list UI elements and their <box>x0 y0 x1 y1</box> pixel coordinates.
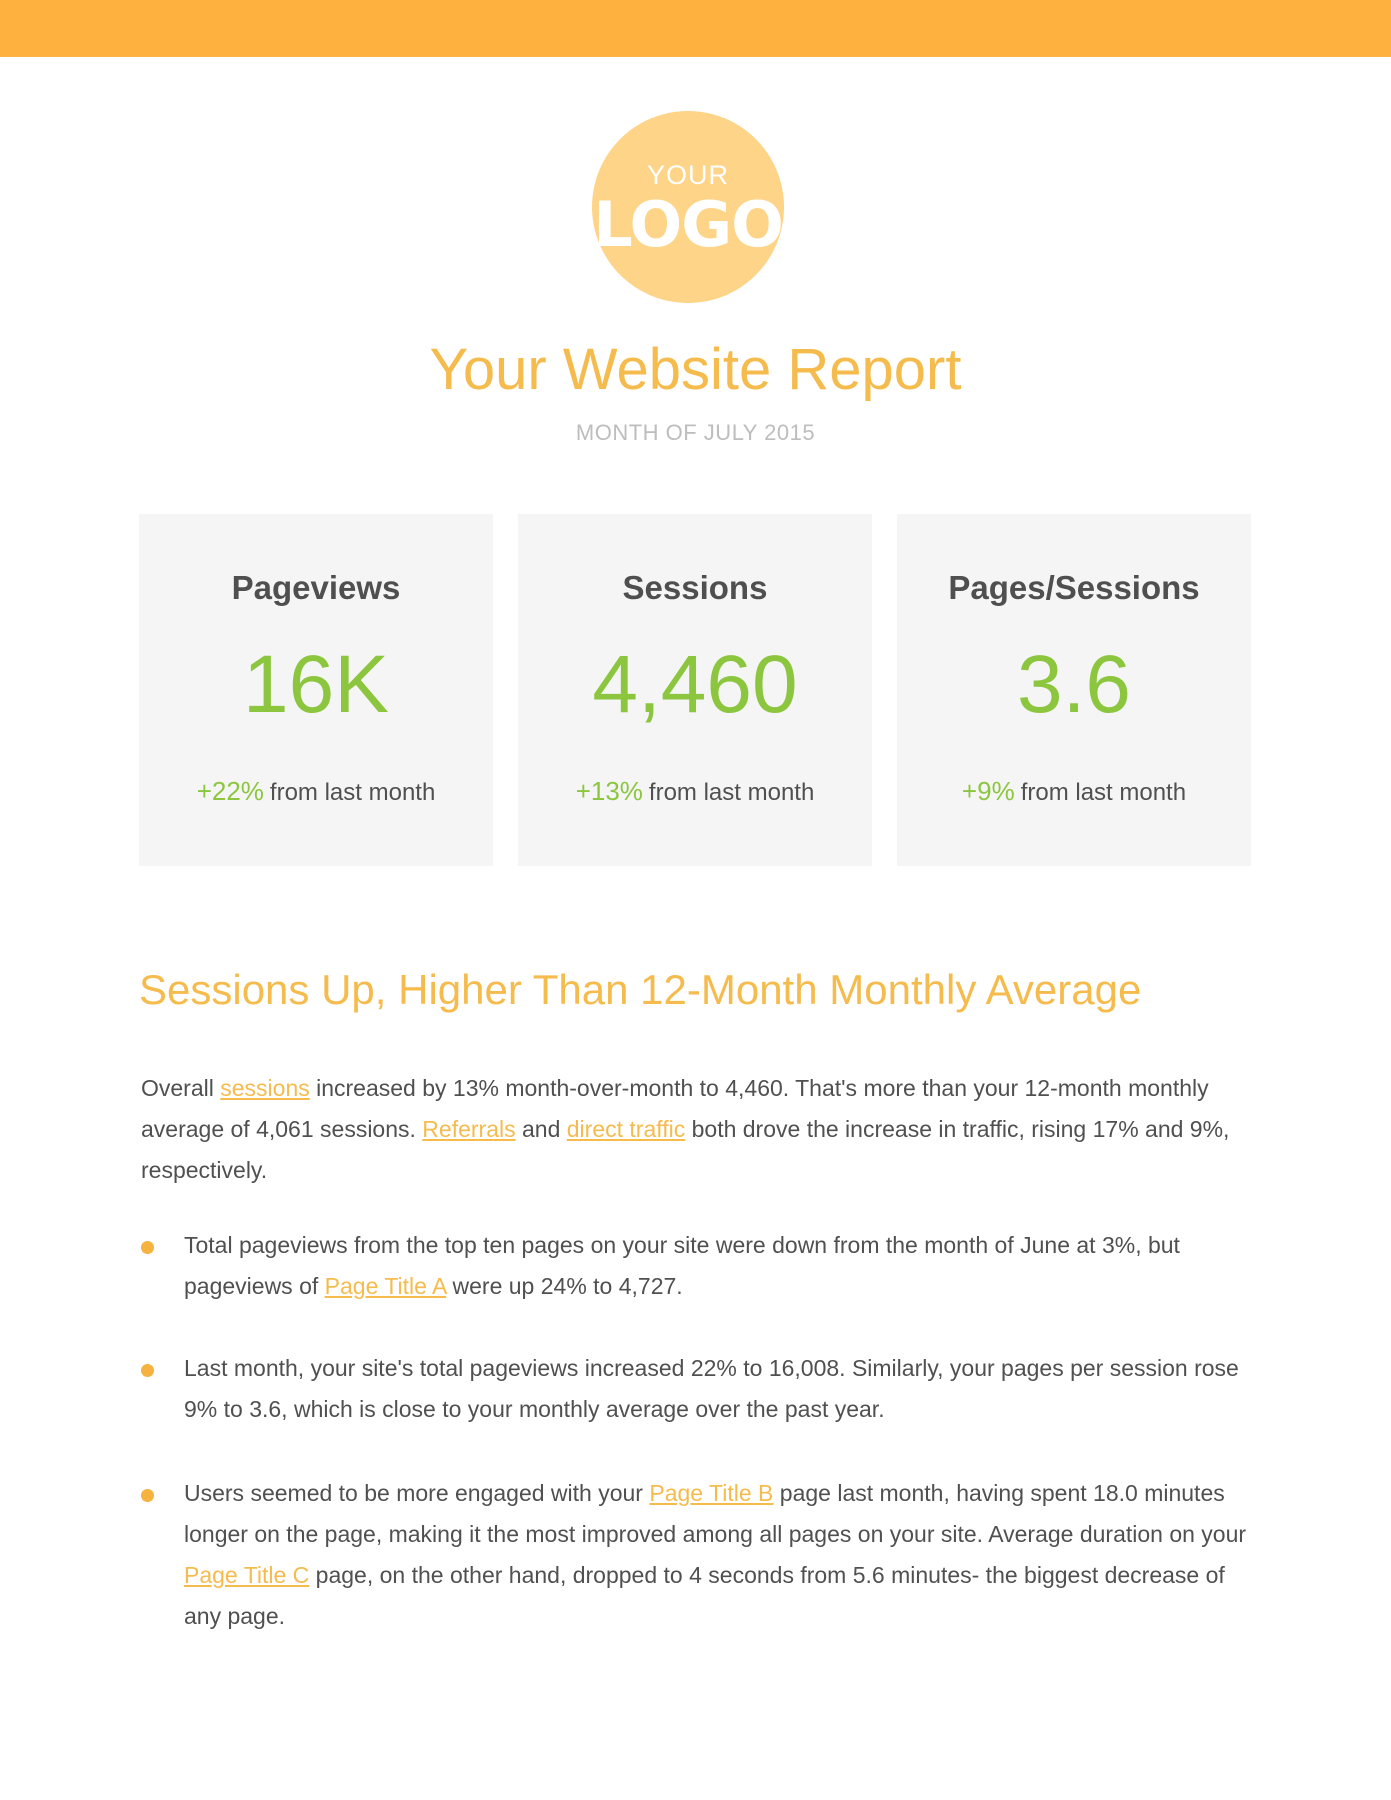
paragraph-text: both drove the increase in traffic, rising 17% and 9%, respectively. <box>141 1116 1230 1183</box>
bullet-text: Total pageviews from the top ten pages on your site were down from the month of June at 3%, but pageviews of <box>184 1232 1180 1299</box>
sessions-link[interactable]: sessions <box>220 1075 310 1101</box>
stat-change-percent: +22% <box>196 776 264 806</box>
stat-card-sessions <box>518 514 872 866</box>
stat-value: 3.6 <box>1017 639 1131 730</box>
stat-label: Sessions <box>622 569 768 606</box>
stat-label: Pageviews <box>231 569 401 606</box>
paragraph-text: increased by 13% month-over-month to 4,460. That's more than your 12-month monthly average of 4,061 sessions. <box>141 1075 1209 1142</box>
page-title-c-link[interactable]: Page Title C <box>184 1562 310 1588</box>
report-title: Your Website Report <box>429 337 962 402</box>
bullet-text: page last month, having spent 18.0 minutes longer on the page, making it the most improved among all pages on your site. Average duration on your <box>184 1480 1247 1547</box>
page-title-a-link[interactable]: Page Title A <box>324 1273 447 1299</box>
paragraph-text: Overall <box>141 1075 221 1101</box>
paragraph-text: and <box>515 1116 567 1142</box>
stat-card-pageviews <box>139 514 493 866</box>
bullet-dot-icon <box>141 1364 154 1377</box>
stat-change-text: from last month <box>269 779 436 806</box>
direct-traffic-link[interactable]: direct traffic <box>566 1116 686 1142</box>
logo-line-your: YOUR <box>646 160 729 190</box>
referrals-link[interactable]: Referrals <box>422 1116 516 1142</box>
insight-bullets <box>141 1225 1251 1678</box>
report-subtitle: MONTH OF JULY 2015 <box>575 420 816 445</box>
page-title-b-link[interactable]: Page Title B <box>649 1480 774 1506</box>
bullet-text: page, on the other hand, dropped to 4 seconds from 5.6 minutes- the biggest decrease of any page. <box>184 1562 1225 1629</box>
bullet-dot-icon <box>141 1489 154 1502</box>
stats-row <box>139 514 1251 866</box>
company-logo <box>592 111 784 303</box>
stat-card-pages-per-session <box>897 514 1251 866</box>
stat-value: 16K <box>243 639 389 730</box>
section-heading: Sessions Up, Higher Than 12-Month Monthly Average <box>139 966 1142 1013</box>
stat-change-percent: +9% <box>961 776 1015 806</box>
bullet-text: were up 24% to 4,727. <box>446 1273 683 1299</box>
stat-change-percent: +13% <box>575 776 643 806</box>
bullet-item <box>141 1348 1251 1430</box>
logo-line-logo: LOGO <box>593 188 783 261</box>
bullet-item <box>141 1473 1251 1637</box>
bullet-item <box>141 1225 1251 1307</box>
stat-change <box>139 776 493 807</box>
stat-change <box>897 776 1251 807</box>
stat-change <box>518 776 872 807</box>
summary-paragraph <box>141 1068 1241 1191</box>
bullet-dot-icon <box>141 1241 154 1254</box>
top-accent-bar <box>0 0 1391 57</box>
bullet-text: Users seemed to be more engaged with your <box>184 1480 650 1506</box>
stat-label: Pages/Sessions <box>948 569 1200 606</box>
stat-value: 4,460 <box>592 639 798 730</box>
stat-change-text: from last month <box>1020 779 1187 806</box>
stat-change-text: from last month <box>648 779 815 806</box>
bullet-text: Last month, your site's total pageviews increased 22% to 16,008. Similarly, your pages per session rose 9% to 3.6, which is close to your monthly average over the past year. <box>184 1355 1239 1422</box>
